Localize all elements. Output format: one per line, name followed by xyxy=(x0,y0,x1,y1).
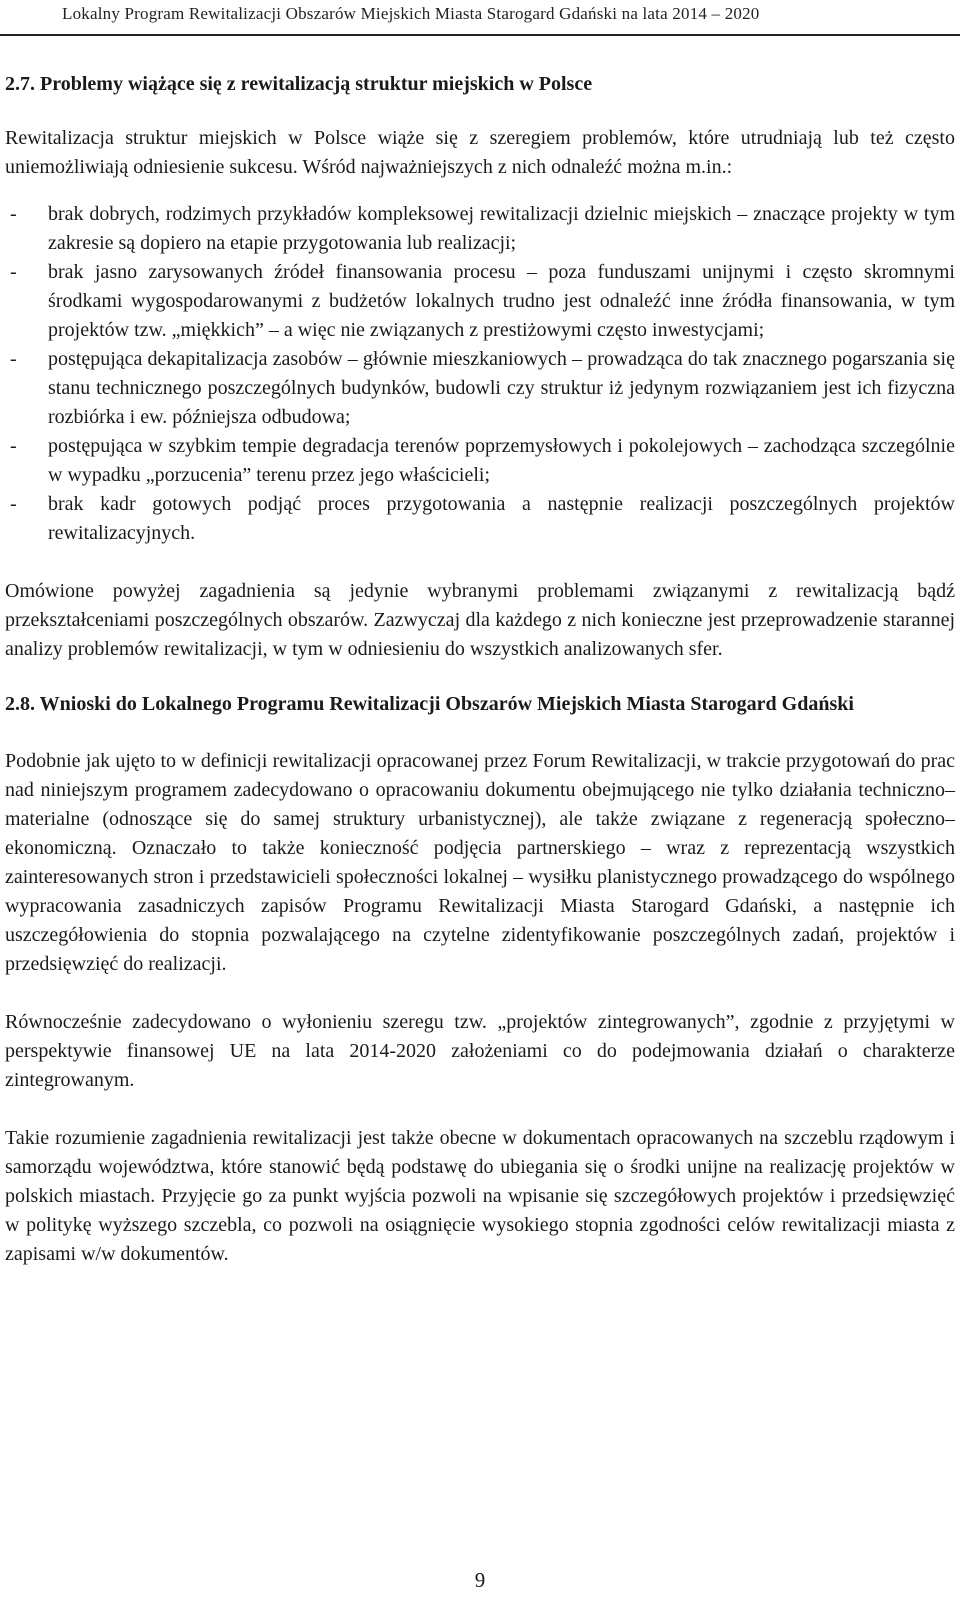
header-title: Lokalny Program Rewitalizacji Obszarów Miejskich Miasta Starogard Gdański na lata 2014 – 2020 xyxy=(62,4,760,23)
list-item-text: brak kadr gotowych podjąć proces przygotowania a następnie realizacji poszczególnych projektów rewitalizacyjnych. xyxy=(48,493,955,544)
list-bullet: - xyxy=(10,261,17,283)
page-header xyxy=(0,0,960,36)
section-2-8-paragraph-1: Podobnie jak ujęto to w definicji rewitalizacji opracowanej przez Forum Rewitalizacji, w trakcie przygotowań do prac nad niniejszym programem zadecydowano o opracowaniu dokumentu obejmującego nie tylko działania techniczno–materialne (odnoszące się do samej struktury urbanistycznej), ale także związane z regeneracją społeczno–ekonomiczną. Oznaczało to także konieczność podjęcia partnerskiego – wraz z reprezentacją wszystkich zainteresowanych stron i przedstawicieli społeczności lokalnej – wysiłku planistycznego prowadzącego do wspólnego wypracowania zasadniczych zapisów Programu Rewitalizacji Miasta Starogard Gdański, a następnie ich uszczegółowienia do stopnia pozwalającego na czytelne zidentyfikowanie poszczególnych zadań, projektów i przedsięwzięć do realizacji. xyxy=(5,750,955,975)
list-bullet: - xyxy=(10,348,17,370)
list-bullet: - xyxy=(10,493,17,515)
list-item xyxy=(5,200,955,258)
section-2-7-intro: Rewitalizacja struktur miejskich w Polsce wiąże się z szeregiem problemów, które utrudniają lub też często uniemożliwiają odniesienie sukcesu. Wśród najważniejszych z nich odnaleźć można m.in.: xyxy=(5,127,955,178)
page-number: 9 xyxy=(474,1568,486,1592)
section-heading-2-7: 2.7. Problemy wiążące się z rewitalizacją struktur miejskich w Polsce xyxy=(5,73,593,95)
document-body xyxy=(5,70,955,1269)
list-item xyxy=(5,345,955,432)
section-heading-2-8: 2.8. Wnioski do Lokalnego Programu Rewitalizacji Obszarów Miejskich Miasta Starogard Gdański xyxy=(5,693,854,715)
problems-list xyxy=(5,200,955,548)
list-item-text: brak jasno zarysowanych źródeł finansowania procesu – poza funduszami unijnymi i często skromnymi środkami wygospodarowanymi z budżetów lokalnych trudno jest odnaleźć inne źródła finansowania, w tym projektów tzw. „miękkich” – a więc nie związanych z prestiżowymi często inwestycjami; xyxy=(48,261,955,341)
section-2-7-closing: Omówione powyżej zagadnienia są jedynie wybranymi problemami związanymi z rewitalizacją bądź przekształceniami poszczególnych obszarów. Zazwyczaj dla każdego z nich konieczne jest przeprowadzenie starannej analizy problemów rewitalizacji, w tym w odniesieniu do wszystkich analizowanych sfer. xyxy=(5,580,955,660)
list-item-text: brak dobrych, rodzimych przykładów kompleksowej rewitalizacji dzielnic miejskich – znaczące projekty w tym zakresie są dopiero na etapie przygotowania lub realizacji; xyxy=(48,203,955,254)
list-item xyxy=(5,490,955,548)
list-bullet: - xyxy=(10,203,17,225)
section-2-8-paragraph-3: Takie rozumienie zagadnienia rewitalizacji jest także obecne w dokumentach opracowanych na szczeblu rządowym i samorządu województwa, które stanowić będą podstawę do ubiegania się o środki unijne na realizację projektów w polskich miastach. Przyjęcie go za punkt wyjścia pozwoli na wpisanie się szczegółowych projektów i przedsięwzięć w politykę wyższego szczebla, co pozwoli na osiągnięcie wysokiego stopnia zgodności celów rewitalizacji miasta z zapisami w/w dokumentów. xyxy=(5,1127,955,1265)
list-item-text: postępująca dekapitalizacja zasobów – głównie mieszkaniowych – prowadząca do tak znacznego pogarszania się stanu technicznego poszczególnych budynków, budowli czy struktur iż jedynym rozwiązaniem jest ich fizyczna rozbiórka i ew. późniejsza odbudowa; xyxy=(48,348,955,428)
list-item xyxy=(5,432,955,490)
list-item xyxy=(5,258,955,345)
list-item-text: postępująca w szybkim tempie degradacja terenów poprzemysłowych i pokolejowych – zachodząca szczególnie w wypadku „porzucenia” terenu przez jego właścicieli; xyxy=(48,435,955,486)
list-bullet: - xyxy=(10,435,17,457)
section-2-8-paragraph-2: Równocześnie zadecydowano o wyłonieniu szeregu tzw. „projektów zintegrowanych”, zgodnie z przyjętymi w perspektywie finansowej UE na lata 2014-2020 założeniami co do podejmowania działań o charakterze zintegrowanym. xyxy=(5,1011,955,1091)
